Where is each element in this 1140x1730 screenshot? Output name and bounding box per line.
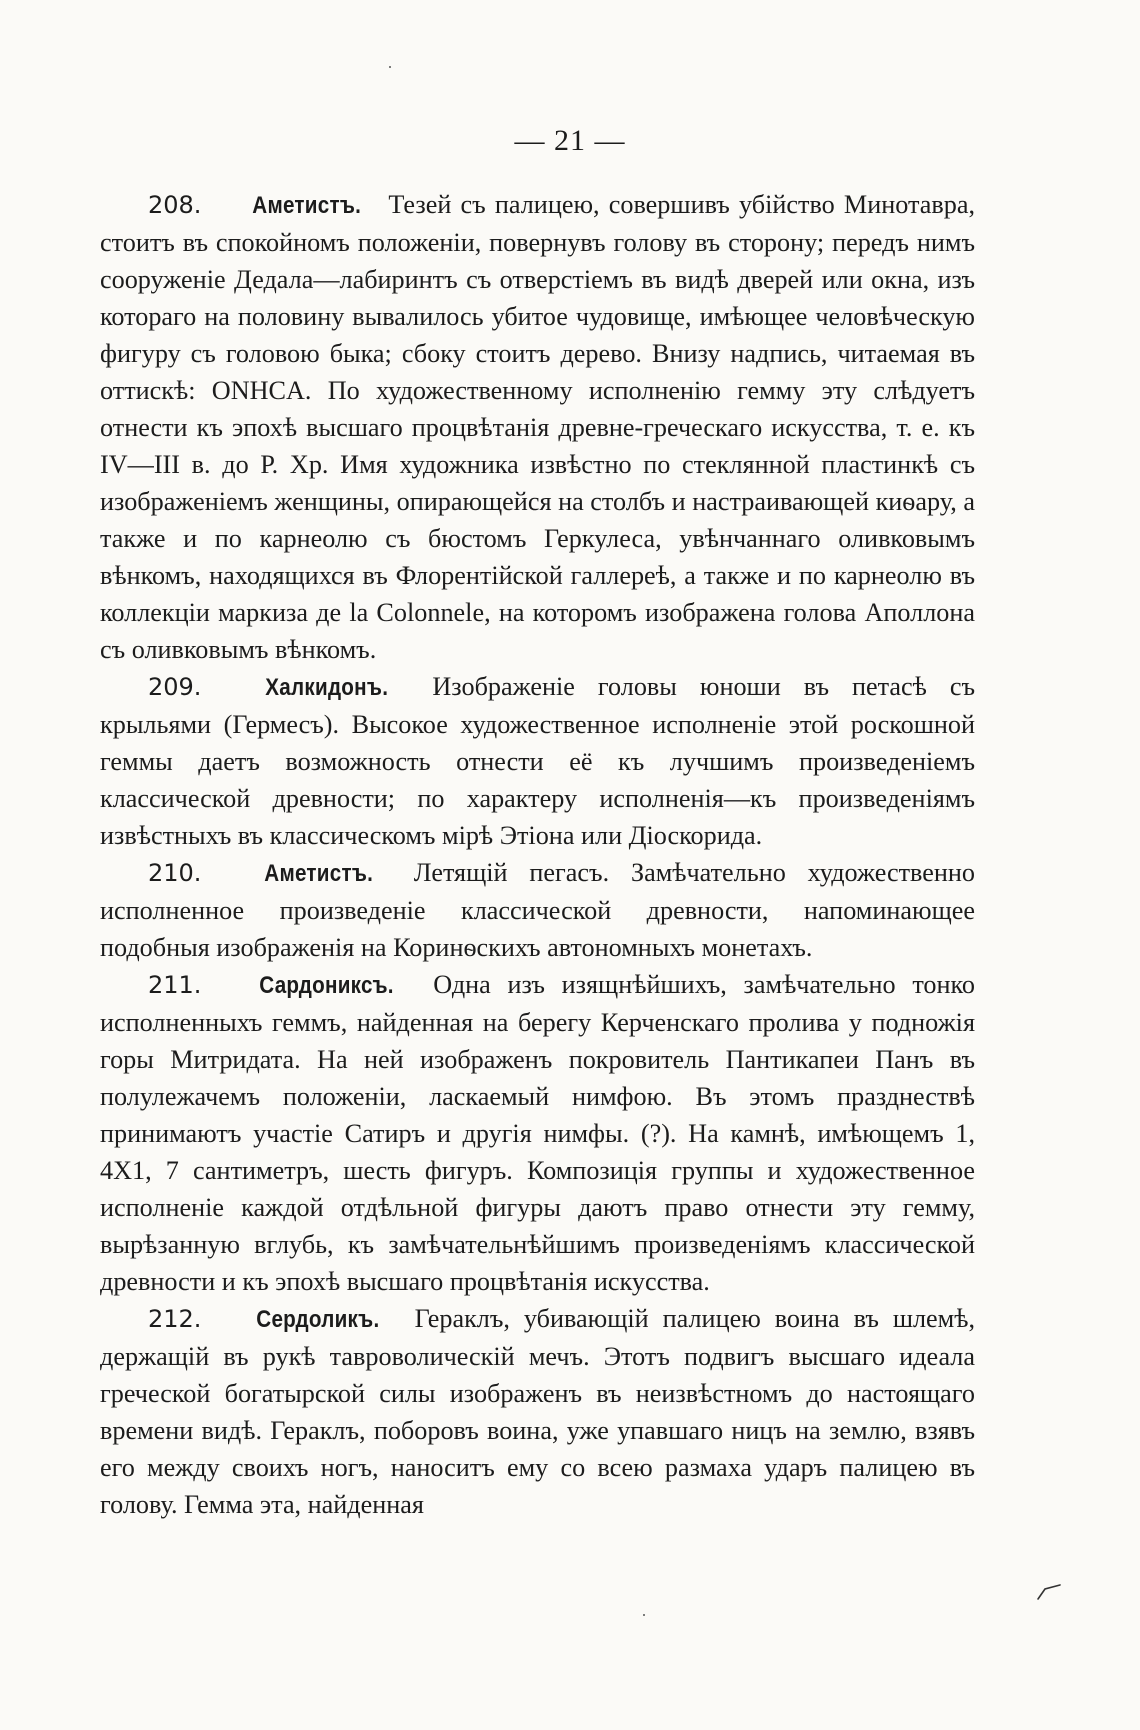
- stone-name: Сардониксъ.: [259, 972, 394, 999]
- entry-description: Гераклъ, убивающій палицею воина въ шлемѣ, держащій въ рукѣ тавроволическій мечъ. Этотъ подвигъ высшаго идеала греческой богатырской силы изображенъ въ неизвѣстномъ до настоящаго времени видѣ. Гераклъ, поборовъ воина, уже упавшаго ницъ на землю, взявъ его между своихъ ногъ, наноситъ ему со всею размаха ударъ палицею въ голову. Гемма эта, найденная: [100, 1304, 976, 1519]
- print-speck: [389, 66, 391, 68]
- entry-number: 211.: [148, 971, 202, 999]
- entry-number: 208.: [148, 191, 202, 219]
- stone-name: Аметистъ.: [251, 192, 361, 219]
- catalog-text: [100, 186, 975, 1523]
- stone-name: Сердоликъ.: [256, 1306, 380, 1333]
- entry-description: Летящій пегасъ. Замѣчательно художественно исполненное произведеніе классической древности, напоминающее подобныя изображенія на Коринѳскихъ автономныхъ монетахъ.: [100, 858, 976, 962]
- entry-description: Изображеніе головы юноши въ петасѣ съ крыльями (Гермесъ). Высокое художественное исполненіе этой роскошной геммы даетъ возможность отнести её къ лучшимъ произведеніемъ классической древности; по характеру исполненія—къ произведеніямъ извѣстныхъ въ классическомъ мірѣ Этіона или Діоскорида.: [100, 672, 976, 850]
- print-speck: [643, 1614, 645, 1616]
- page-number: — 21 —: [514, 124, 626, 157]
- entry-211: [100, 966, 975, 1300]
- entry-209: [100, 668, 975, 854]
- entry-number: 210.: [148, 859, 202, 887]
- entry-210: [100, 854, 975, 966]
- entry-description: Тезей съ палицею, совершивъ убійство Минотавра, стоитъ въ спокойномъ положеніи, повернувъ голову въ сторону; передъ нимъ сооруженіе Дедала—лабиринтъ съ отверстіемъ въ видѣ дверей или окна, изъ котораго на половину вывалилось убитое чудовище, имѣющее человѣческую фигуру съ головою быка; сбоку стоитъ дерево. Внизу надпись, читаемая въ оттискѣ: ONHCA. По художественному исполненію гемму эту слѣдуетъ отнести къ эпохѣ высшаго процвѣтанія древне-греческаго искусства, т. е. къ IV—III в. до Р. Хр. Имя художника извѣстно по стеклянной пластинкѣ съ изображеніемъ женщины, опирающейся на столбъ и настраивающей киѳару, а также и по карнеолю съ бюстомъ Геркулеса, увѣнчаннаго оливковымъ вѣнкомъ, находящихся въ Флорентійской галлереѣ, а также и по карнеолю въ коллекціи маркиза де la Colonnele, на которомъ изображена голова Аполлона съ оливковымъ вѣнкомъ.: [100, 190, 975, 664]
- entry-description: Одна изъ изящнѣйшихъ, замѣчательно тонко исполненныхъ геммъ, найденная на берегу Керченскаго пролива у подножія горы Митридата. На ней изображенъ покровитель Пантикапеи Панъ въ полулежачемъ положеніи, ласкаемый нимфою. Въ этомъ празднествѣ принимаютъ участіе Сатиръ и другія нимфы. (?). На камнѣ, имѣющемъ 1, 4X1, 7 сантиметръ, шесть фигуръ. Композиція группы и художественное исполненіе каждой отдѣльной фигуры даютъ право отнести эту гемму, вырѣзанную вглубь, къ замѣчательнѣйшимъ произведеніямъ классической древности и къ эпохѣ высшаго процвѣтанія искусства.: [100, 970, 976, 1296]
- stone-name: Аметистъ.: [264, 860, 374, 887]
- entry-number: 212.: [148, 1305, 202, 1333]
- pencil-mark-icon: [1036, 1583, 1062, 1601]
- entry-208: [100, 186, 975, 668]
- entry-number: 209.: [148, 673, 202, 701]
- stone-name: Халкидонъ.: [265, 674, 389, 701]
- entry-212: [100, 1300, 975, 1523]
